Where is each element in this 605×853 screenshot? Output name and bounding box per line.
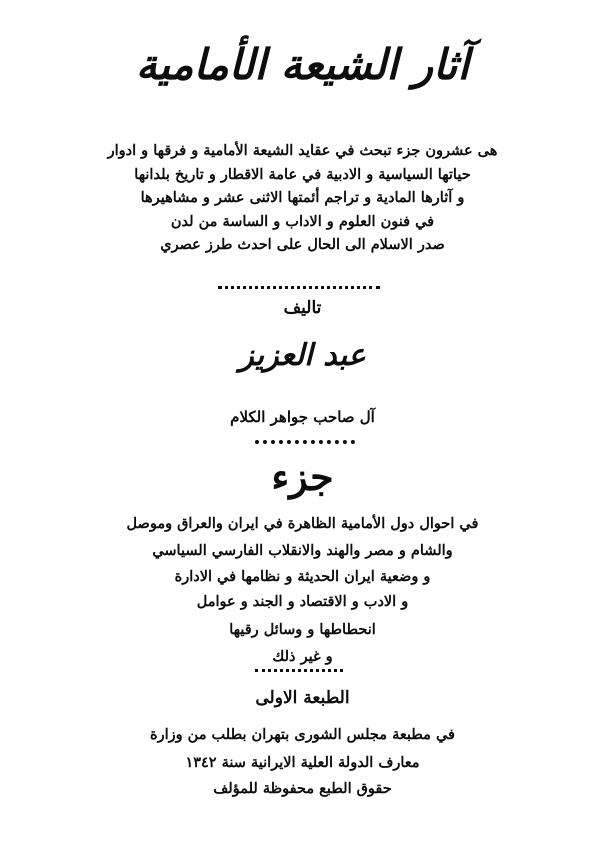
part-content-line: والشام و مصر والهند والانقلاب الفارسي السياسي — [152, 542, 453, 559]
book-title: آثار الشيعة الأمامية — [135, 40, 470, 89]
author-family: آل صاحب جواهر الكلام — [230, 408, 375, 426]
description-line: هى عشرون جزء تبحث في عقايد الشيعة الأمامية و فرقها و ادوار — [107, 142, 498, 159]
part-content-line: و وضعية ايران الحديثة و نظامها في الادارة — [174, 568, 431, 585]
ornamental-divider — [255, 669, 343, 672]
publication-line: معارف الدولة العلية الايرانية سنة ١٣٤٢ — [185, 754, 420, 771]
ornamental-divider — [255, 440, 355, 444]
publication-line: حقوق الطبع محفوظة للمؤلف — [213, 780, 392, 797]
part-content-line: و الادب و الاقتصاد و الجند و عوامل — [196, 593, 409, 610]
description-line: صدر الاسلام الى الحال على احدث طرز عصري — [160, 236, 445, 253]
description-line: و آثارها المادية و تراجم أئمتها الاثنى عشر و مشاهيرها — [140, 189, 465, 206]
description-line: حياتها السياسية و الادبية في عامة الاقطار و تاريخ بلدانها — [134, 166, 471, 183]
author-name: عبد العزيز — [239, 338, 366, 373]
edition-label: الطبعة الاولى — [255, 688, 350, 708]
part-content-line: انحطاطها و وسائل رقيها — [229, 621, 376, 638]
publication-line: في مطبعة مجلس الشورى بتهران بطلب من وزارة — [150, 726, 455, 743]
part-content-line: و غير ذلك — [272, 648, 333, 665]
part-label: جزء — [271, 454, 334, 499]
description-line: في فنون العلوم و الاداب و الساسة من لدن — [170, 213, 435, 230]
ornamental-divider — [218, 286, 380, 289]
part-content-line: في احوال دول الأمامية الظاهرة في ايران والعراق وموصل — [126, 515, 479, 532]
by-label: تاليف — [283, 298, 322, 318]
